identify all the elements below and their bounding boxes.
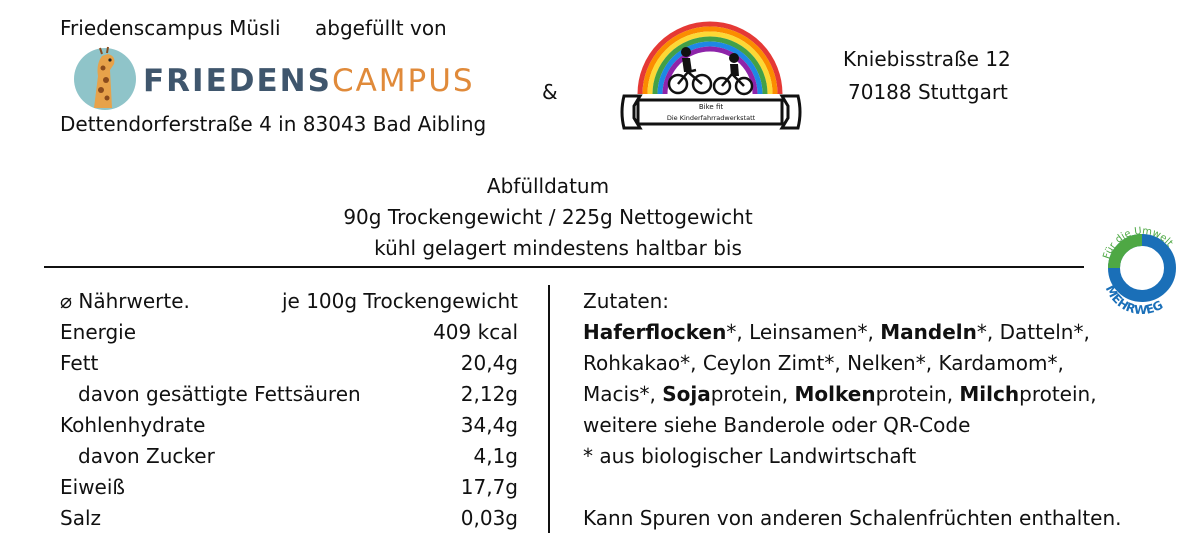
ingredient-text: protein, xyxy=(875,382,960,406)
nutrient-value: 0,03g xyxy=(460,506,518,530)
ampersand: & xyxy=(542,80,558,104)
address-right-city: 70188 Stuttgart xyxy=(848,80,1008,104)
weight-info: 90g Trockengewicht / 225g Nettogewicht xyxy=(343,205,753,229)
product-title: Friedenscampus Müsli xyxy=(60,16,281,40)
nutrition-header-row xyxy=(60,289,518,319)
address-left: Dettendorferstraße 4 in 83043 Bad Aibling xyxy=(60,112,487,136)
ingredient-text: protein, xyxy=(1019,382,1097,406)
wrench-icon xyxy=(622,96,800,128)
divider-horizontal xyxy=(44,266,1084,268)
nutrition-heading: ⌀ Nährwerte. xyxy=(60,289,190,313)
nutrient-label: Fett xyxy=(60,351,99,375)
table-row xyxy=(60,444,518,474)
ingredient-text: *, Datteln*, xyxy=(976,320,1090,344)
nutrient-value: 4,1g xyxy=(473,444,518,468)
mehrweg-badge xyxy=(1092,218,1192,314)
giraffe-logo xyxy=(72,46,138,112)
nutrient-value: 17,7g xyxy=(460,475,518,499)
allergen-oats: Haferflocken xyxy=(583,320,727,344)
ingredients-line-3 xyxy=(583,382,1097,406)
allergen-almonds: Mandeln xyxy=(880,320,977,344)
rainbow-bike-logo xyxy=(618,12,804,138)
nutrient-value: 409 kcal xyxy=(433,320,518,344)
fill-date-label: Abfülldatum xyxy=(486,174,610,198)
table-row xyxy=(60,382,518,412)
table-row xyxy=(60,413,518,443)
nutrient-value: 20,4g xyxy=(460,351,518,375)
allergen-soy: Soja xyxy=(662,382,711,406)
traces-note: Kann Spuren von anderen Schalenfrüchten enthalten. xyxy=(583,506,1122,530)
nutrient-label: Eiweiß xyxy=(60,475,126,499)
allergen-milk: Milch xyxy=(959,382,1020,406)
ingredients-line-4: weitere siehe Banderole oder QR-Code xyxy=(583,413,971,437)
nutrient-label: davon gesättigte Fettsäuren xyxy=(78,382,361,406)
nutrient-label: davon Zucker xyxy=(78,444,215,468)
allergen-whey: Molken xyxy=(794,382,876,406)
nutrient-value: 2,12g xyxy=(460,382,518,406)
nutrient-label: Energie xyxy=(60,320,137,344)
table-row xyxy=(60,320,518,350)
badge-bottom-text: MEHRWEG xyxy=(1102,282,1166,314)
table-row xyxy=(60,351,518,381)
ingredients-heading: Zutaten: xyxy=(583,289,670,313)
filled-by-label: abgefüllt von xyxy=(315,16,447,40)
brand-part-1: FRIEDENS xyxy=(143,63,332,99)
best-before-label: kühl gelagert mindestens haltbar bis xyxy=(374,236,742,260)
badge-top-text: Für die Umwelt xyxy=(1101,225,1175,261)
ingredient-text: *, Leinsamen*, xyxy=(726,320,881,344)
address-right-street: Kniebisstraße 12 xyxy=(843,47,1011,71)
nutrient-value: 34,4g xyxy=(460,413,518,437)
table-row xyxy=(60,506,518,536)
ingredient-text: protein, xyxy=(710,382,795,406)
nutrient-label: Salz xyxy=(60,506,102,530)
ingredients-line-2: Rohkakao*, Ceylon Zimt*, Nelken*, Kardamom*, xyxy=(583,351,1064,375)
nutrition-per: je 100g Trockengewicht xyxy=(281,289,518,313)
nutrient-label: Kohlenhydrate xyxy=(60,413,206,437)
ingredients-line-1 xyxy=(583,320,1090,344)
partner-logo-bottom: Die Kinderfahrradwerkstatt xyxy=(666,114,756,122)
brand-wordmark xyxy=(143,63,475,99)
partner-logo-top: Bike fit xyxy=(698,103,724,111)
organic-note: * aus biologischer Landwirtschaft xyxy=(583,444,917,468)
brand-part-2: CAMPUS xyxy=(331,63,475,99)
table-row xyxy=(60,475,518,505)
divider-vertical xyxy=(548,285,550,533)
ingredient-text: Macis*, xyxy=(583,382,663,406)
